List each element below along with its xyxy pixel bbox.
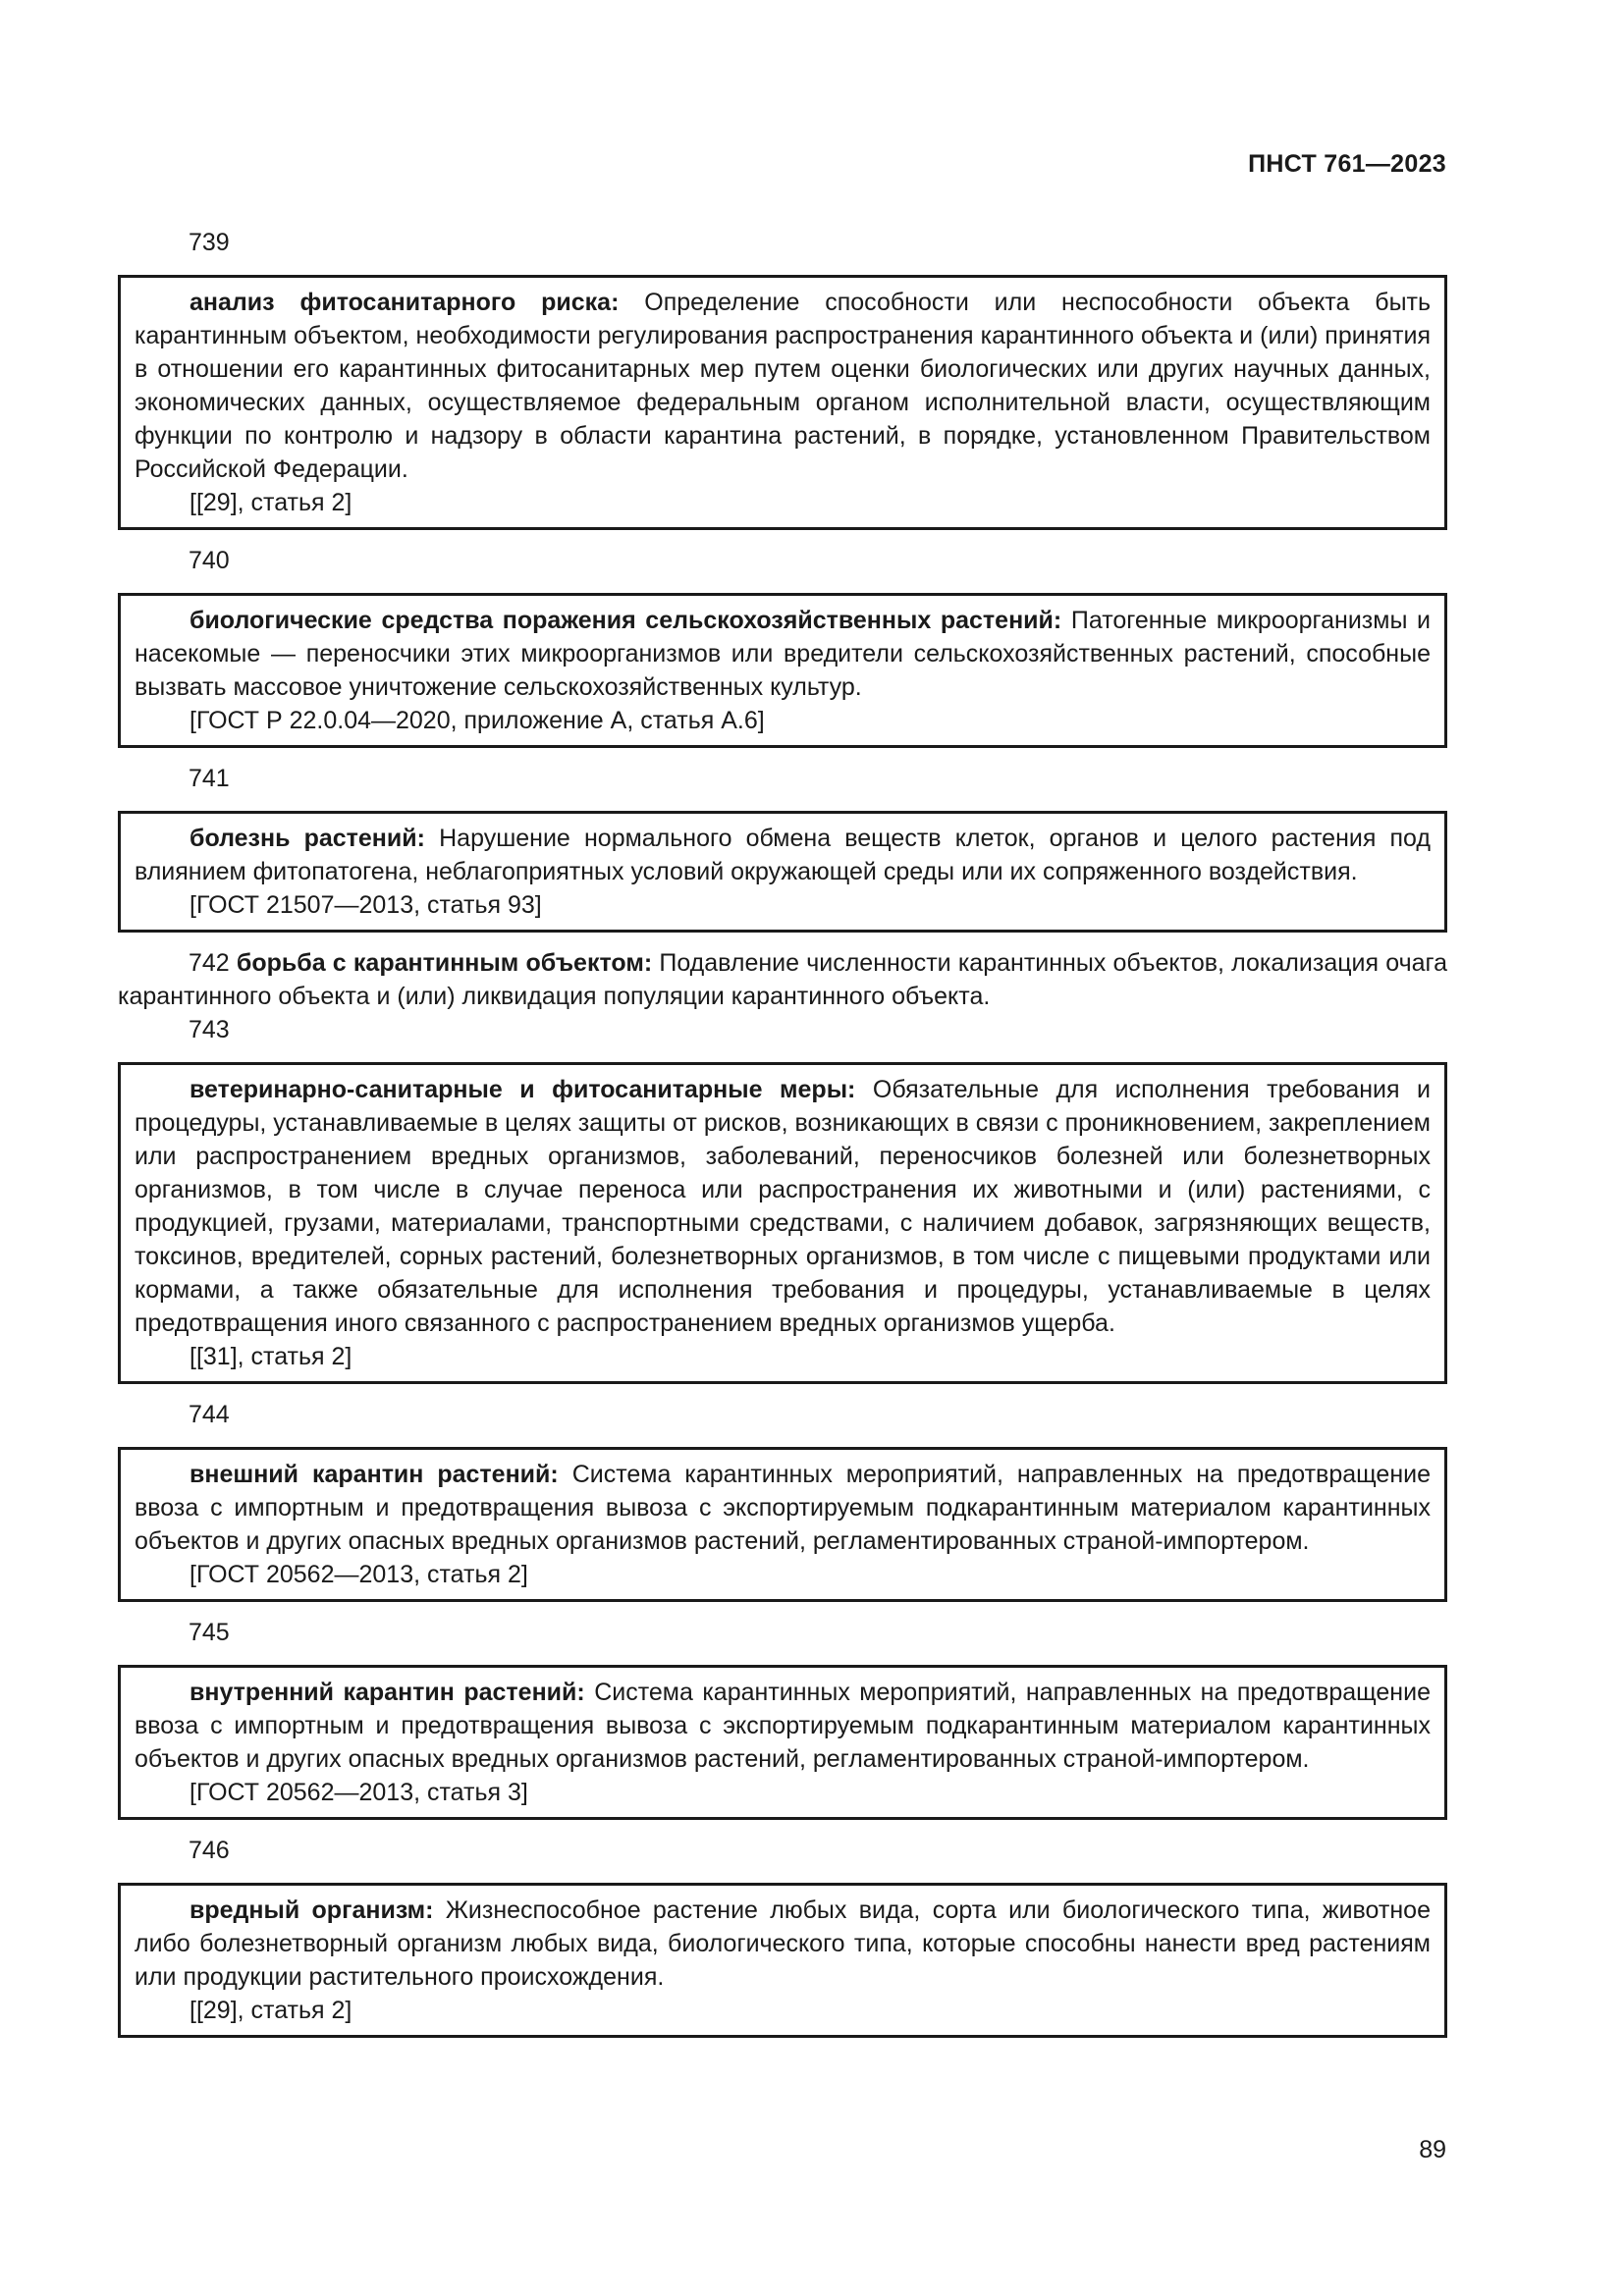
definition-box (118, 1062, 1447, 1384)
term-entry-739 (118, 226, 1447, 530)
term-number: 741 (189, 765, 230, 792)
definition-text: Обязательные для исполнения требования и процедуры, устанавливаемые в целях защиты от рисков, возникающих в связи с проникновением, закреплением или распространением вредных организмов, заболеваний, переносчиков болезней или болезнетворных организмов, в том числе в случае переноса или распространения их животными и (или) растениями, с продукцией, грузами, материалами, транспортными средствами, с наличием добавок, загрязняющих веществ, токсинов, вредителей, сорных растений, болезнетворных организмов, в том числе с пищевыми продуктами или кормами, а также обязательные для исполнения требования и процедуры, устанавливаемые в целях предотвращения иного связанного с распространением вредных организмов ущерба. (135, 1076, 1431, 1337)
term-entry-745 (118, 1616, 1447, 1820)
definition-source: [ГОСТ 20562—2013, статья 3] (189, 1779, 528, 1806)
term-name: биологические средства поражения сельскохозяйственных растений: (189, 607, 1062, 634)
definition-box (118, 811, 1447, 933)
definition (118, 946, 1447, 1013)
term-name: вредный организм: (189, 1896, 434, 1924)
definition-source: [ГОСТ Р 22.0.04—2020, приложение А, статья А.6] (189, 707, 765, 734)
definition-text: Патогенные микроорганизмы и насекомые — переносчики этих микроорганизмов или вредители сельскохозяйственных растений, способные вызвать массовое уничтожение сельскохозяйственных культур. (135, 607, 1431, 701)
term-name: анализ фитосанитарного риска: (189, 289, 620, 316)
document-header: ПНСТ 761—2023 (1248, 150, 1446, 178)
definition-box (118, 275, 1447, 530)
terms-list (118, 226, 1447, 2052)
page-number: 89 (1419, 2136, 1446, 2163)
term-number: 739 (189, 229, 230, 256)
definition (135, 1894, 1431, 1994)
definition (135, 822, 1431, 888)
definition (135, 286, 1431, 486)
term-number: 746 (189, 1837, 230, 1864)
definition-source: [ГОСТ 21507—2013, статья 93] (189, 891, 542, 919)
definition-text: Определение способности или неспособности объекта быть карантинным объектом, необходимости регулирования распространения карантинного объекта и (или) принятия в отношении его карантинных фитосанитарных мер путем оценки биологических или других научных данных, экономических данных, осуществляемое федеральным органом исполнительной власти, осуществляющим функции по контролю и надзору в области карантина растений, в порядке, установленном Правительством Российской Федерации. (135, 289, 1432, 483)
definition-box (118, 1665, 1447, 1820)
definition-text: Система карантинных мероприятий, направленных на предотвращение ввоза с импортным и предотвращения вывоза с экспортируемым подкарантинным материалом карантинных объектов и других опасных вредных организмов растений, регламентированных страной-импортером. (135, 1461, 1431, 1555)
term-entry-744 (118, 1398, 1447, 1602)
term-number: 740 (189, 547, 230, 574)
term-name: ветеринарно-санитарные и фитосанитарные меры: (189, 1076, 856, 1103)
term-name: борьба с карантинным объектом: (236, 949, 653, 977)
definition (135, 1676, 1431, 1776)
definition-text: Система карантинных мероприятий, направленных на предотвращение ввоза с импортным и предотвращения вывоза с экспортируемым подкарантинным материалом карантинных объектов и других опасных вредных организмов растений, регламентированных страной-импортером. (135, 1679, 1431, 1773)
definition-text: Жизнеспособное растение любых вида, сорта или биологического типа, животное либо болезнетворный организм любых вида, биологического типа, которые способны нанести вред растениям или продукции растительного происхождения. (135, 1896, 1431, 1991)
definition-source: [ГОСТ 20562—2013, статья 2] (189, 1561, 528, 1588)
term-number: 742 (189, 949, 230, 977)
term-number: 745 (189, 1619, 230, 1646)
definition-source: [[29], статья 2] (189, 1997, 352, 2024)
term-entry-742 (118, 946, 1447, 1013)
definition-box (118, 1883, 1447, 2038)
term-entry-740 (118, 544, 1447, 748)
term-entry-746 (118, 1834, 1447, 2038)
definition-source: [[31], статья 2] (189, 1343, 352, 1370)
term-name: внутренний карантин растений: (189, 1679, 585, 1706)
definition (135, 1073, 1431, 1340)
definition-box (118, 593, 1447, 748)
definition-text: Нарушение нормального обмена веществ клеток, органов и целого растения под влиянием фитопатогена, неблагоприятных условий окружающей среды или их сопряженного воздействия. (135, 825, 1431, 885)
term-entry-741 (118, 762, 1447, 933)
definition-text: Подавление численности карантинных объектов, локализация очага карантинного объекта и (или) ликвидация популяции карантинного объекта. (118, 949, 1447, 1010)
definition (135, 604, 1431, 704)
term-name: болезнь растений: (189, 825, 425, 852)
term-number: 743 (189, 1016, 230, 1043)
definition-box (118, 1447, 1447, 1602)
definition (135, 1458, 1431, 1558)
term-name: внешний карантин растений: (189, 1461, 559, 1488)
term-entry-743 (118, 1013, 1447, 1384)
term-number: 744 (189, 1401, 230, 1428)
definition-source: [[29], статья 2] (189, 489, 352, 516)
